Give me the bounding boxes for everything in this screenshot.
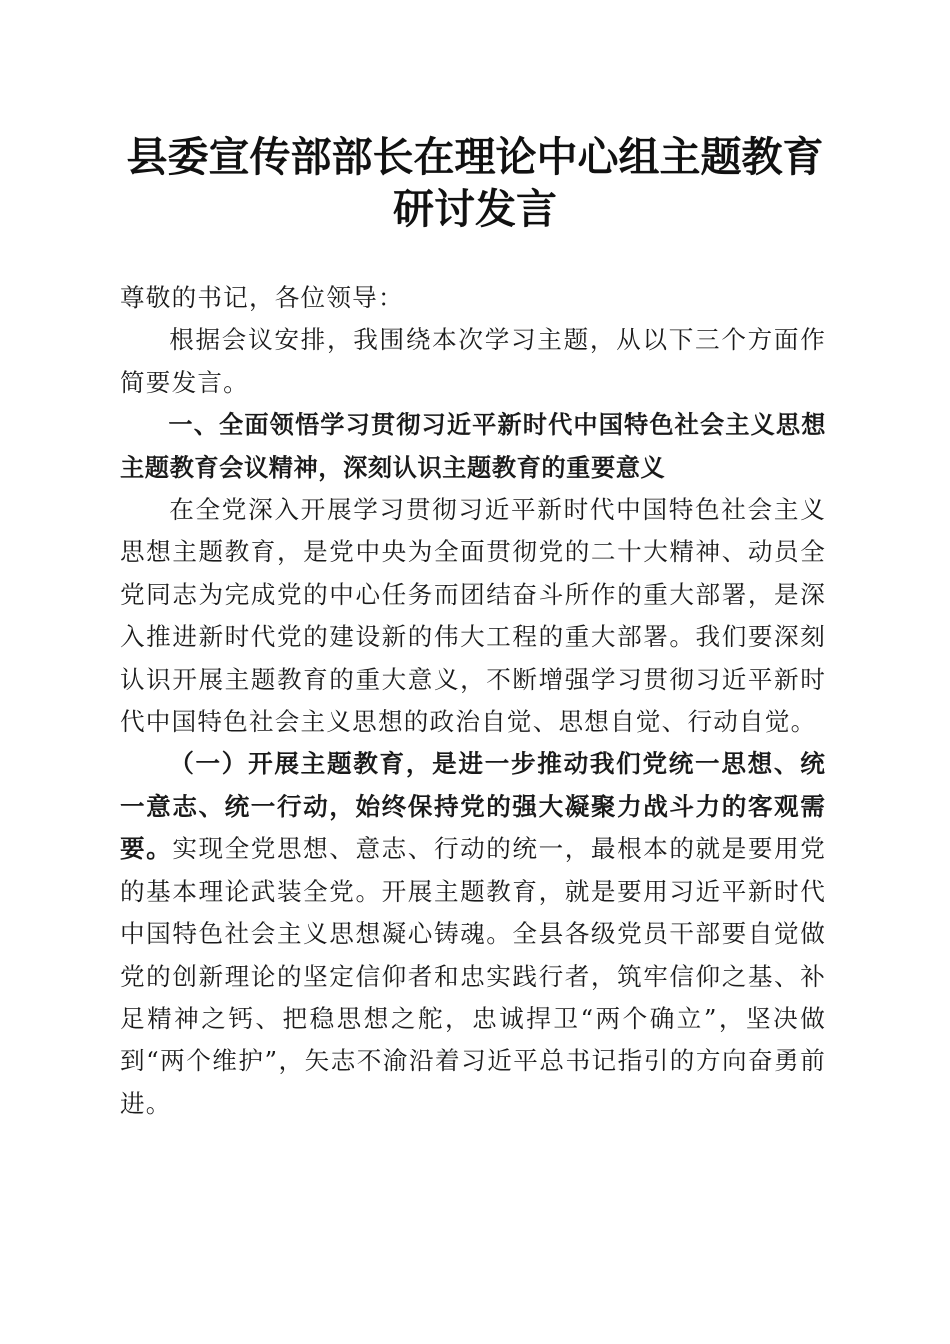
section-paragraph: 在全党深入开展学习贯彻习近平新时代中国特色社会主义思想主题教育，是党中央为全面贯彻党的二十大精神、动员全党同志为完成党的中心任务而团结奋斗所作的重大部署，是深入推进新时代党的建设新的伟大工程的重大部署。我们要深刻认识开展主题教育的重大意义，不断增强学习贯彻习近平新时代中国特色社会主义思想的政治自觉、思想自觉、行动自觉。 [120,495,826,737]
document-title: 县委宣传部部长在理论中心组主题教育研讨发言 [126,133,824,233]
point-lead: （一）开展主题教育，是进一步推动我们党统一思想、统一意志、统一行动，始终保持党的强大凝聚力战斗力的客观需要。 [120,749,826,864]
document-body [120,277,826,1125]
point-body: 实现全党思想、意志、行动的统一，最根本的就是要用党的基本理论武装全党。开展主题教育，就是要用习近平新时代中国特色社会主义思想凝心铸魂。全县各级党员干部要自觉做党的创新理论的坚定信仰者和忠实践行者，筑牢信仰之基、补足精神之钙、把稳思想之舵，忠诚捍卫“两个确立”，坚决做到“两个维护”，矢志不渝沿着习近平总书记指引的方向奋勇前进。 [120,834,826,1118]
section-heading: 一、全面领悟学习贯彻习近平新时代中国特色社会主义思想主题教育会议精神，深刻认识主题教育的重要意义 [120,411,826,482]
intro-paragraph: 根据会议安排，我围绕本次学习主题，从以下三个方面作简要发言。 [120,325,826,397]
salutation: 尊敬的书记，各位领导： [120,283,404,312]
point-paragraph [120,743,826,1125]
